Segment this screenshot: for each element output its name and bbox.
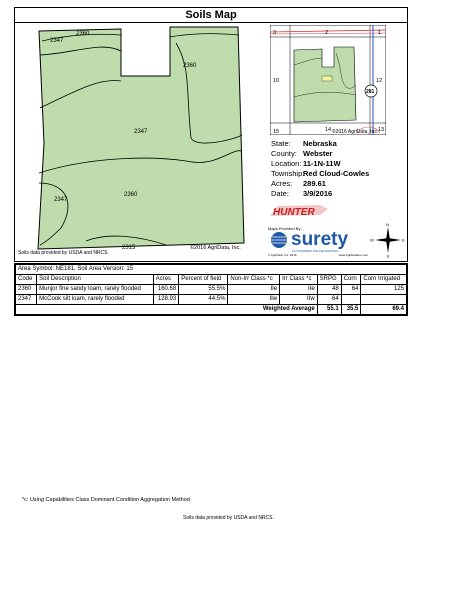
map-unit-label: 2360 bbox=[76, 31, 90, 37]
soils-table bbox=[14, 263, 408, 316]
surety-copyright: © AgriData, Inc. 2016 bbox=[268, 253, 297, 257]
weighted-average-row: Weighted Average 55.1 35.5 69.4 bbox=[16, 305, 407, 315]
highway-shield-icon: 281 bbox=[366, 89, 375, 95]
township-label: Township: bbox=[271, 169, 305, 178]
county-value: Webster bbox=[303, 149, 333, 158]
area-symbol: Area Symbol: NE181, Soil Area Version: 15 bbox=[16, 265, 407, 275]
location-label: Location: bbox=[271, 159, 302, 168]
section-number: 2 bbox=[325, 30, 329, 36]
section-number: 12 bbox=[376, 78, 383, 84]
field-boundary bbox=[38, 27, 244, 249]
table-header: Non-Irr Class *c bbox=[228, 275, 280, 285]
table-header: Corn Irrigated bbox=[361, 275, 407, 285]
county-label: County: bbox=[271, 149, 297, 158]
svg-text:E: E bbox=[402, 237, 405, 243]
table-header: Percent of field bbox=[179, 275, 228, 285]
acres-label: Acres: bbox=[271, 179, 293, 188]
section-number: 3 bbox=[273, 30, 277, 36]
table-header: Code bbox=[16, 275, 37, 285]
property-info bbox=[271, 139, 369, 199]
map-unit-label: 2360 bbox=[183, 63, 197, 69]
table-header: Corn bbox=[341, 275, 361, 285]
state-value: Nebraska bbox=[303, 139, 337, 148]
svg-text:S: S bbox=[386, 253, 390, 258]
date-label: Date: bbox=[271, 189, 289, 198]
section-number: 14 bbox=[325, 127, 332, 133]
table-header: Acres bbox=[153, 275, 179, 285]
page-title: Soils Map bbox=[14, 7, 408, 23]
hunter-logo bbox=[268, 202, 330, 220]
map-unit-label: 2315 bbox=[122, 245, 136, 251]
location-value: 11-1N-11W bbox=[303, 159, 341, 168]
svg-text:W: W bbox=[370, 237, 374, 243]
map-unit-label: 2360 bbox=[124, 192, 138, 198]
section-number: 10 bbox=[273, 78, 280, 84]
table-header: Irr Class *c bbox=[280, 275, 318, 285]
section-number: 13 bbox=[378, 127, 385, 133]
acres-value: 289.61 bbox=[303, 179, 326, 188]
table-header: SRPG bbox=[317, 275, 341, 285]
svg-text:HUNTER: HUNTER bbox=[273, 207, 315, 218]
map-credit-left: Soils data provided by USDA and NRCS. bbox=[18, 250, 109, 255]
map-unit-label: 2347 bbox=[54, 197, 68, 203]
soil-map bbox=[16, 23, 264, 255]
map-unit-label: 2347 bbox=[134, 129, 148, 135]
svg-text:N: N bbox=[386, 222, 389, 227]
table-header-row bbox=[16, 275, 407, 285]
locator-credit: ©2016 AgriData, Inc. bbox=[332, 129, 379, 135]
surety-wordmark: surety bbox=[291, 229, 349, 250]
surety-logo bbox=[268, 226, 368, 258]
township-value: Red Cloud-Cowles bbox=[303, 169, 370, 178]
compass-rose-icon bbox=[370, 222, 406, 258]
surety-tagline: CUSTOMIZED ONLINE MAPPING bbox=[292, 249, 339, 253]
section-number: 1 bbox=[378, 30, 382, 36]
surety-url: www.AgriDataInc.com bbox=[338, 253, 368, 257]
table-row: 2347 McCook silt loam, rarely flooded 128.93 44.5% IIw IIw 64 bbox=[16, 295, 407, 305]
locator-map bbox=[270, 25, 386, 135]
map-unit-label: 2347 bbox=[50, 38, 64, 44]
hunter-logo-icon bbox=[268, 202, 330, 220]
state-label: State: bbox=[271, 139, 291, 148]
footer-credit: Soils data provided by USDA and NRCS. bbox=[183, 515, 274, 521]
table-header: Soil Description bbox=[37, 275, 154, 285]
table-row: 2360 Munjor fine sandy loam, rarely flooded 160.68 55.5% IIe IIe 48 64 125 bbox=[16, 285, 407, 295]
date-value: 3/9/2016 bbox=[303, 189, 333, 198]
maps-provided-by: Maps Provided By: bbox=[268, 226, 302, 231]
surety-globe-icon bbox=[268, 231, 290, 249]
footnote: *c: Using Capabilities Class Dominant Condition Aggregation Method bbox=[22, 497, 190, 503]
section-number: 15 bbox=[273, 129, 280, 135]
map-credit-right: ©2016 AgriData, Inc. bbox=[190, 245, 241, 251]
